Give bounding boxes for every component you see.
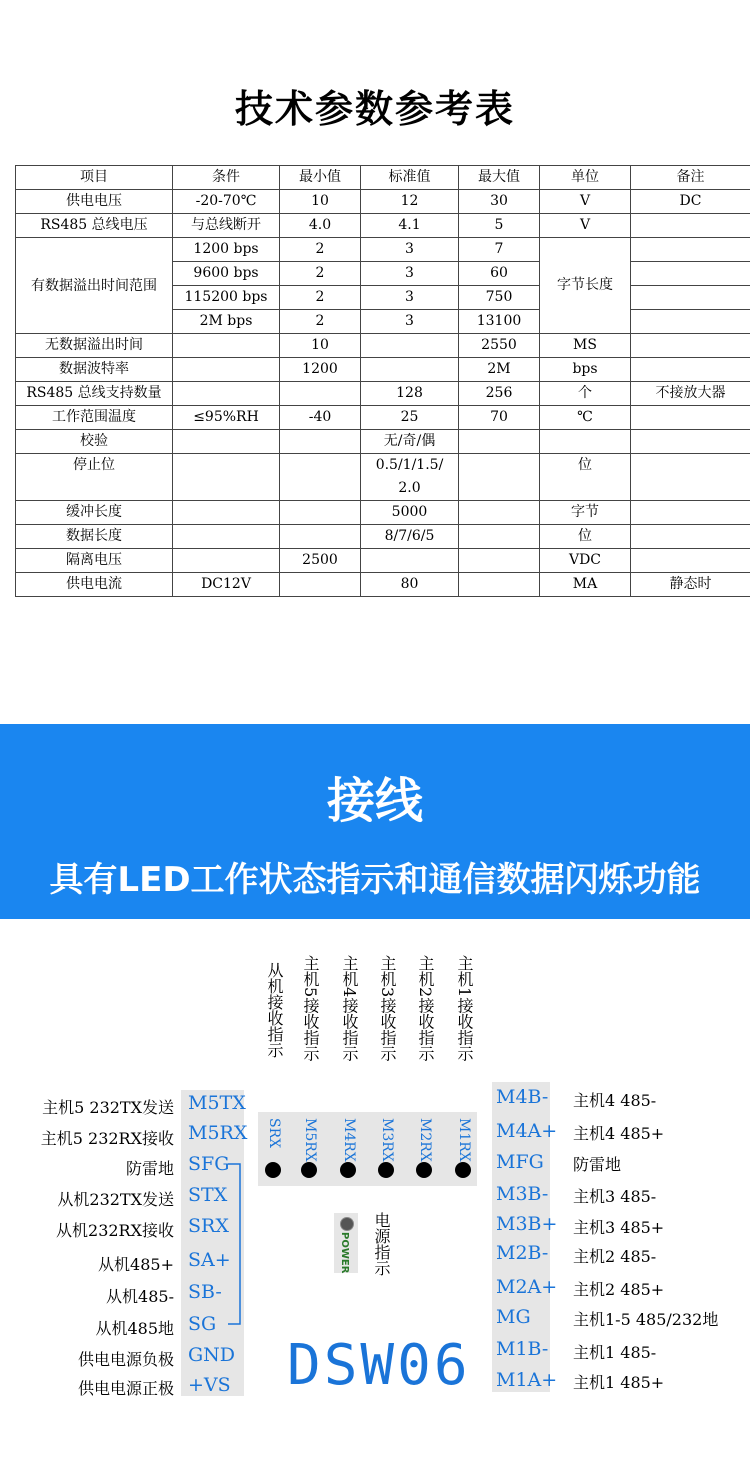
table-cell: [280, 573, 361, 597]
pin-sg: SG: [188, 1313, 217, 1335]
table-cell: [540, 430, 631, 454]
power-label: 电源指示: [372, 1212, 391, 1276]
header-cell: 条件: [173, 166, 280, 190]
table-row: [16, 454, 750, 501]
table-cell: 2M bps: [173, 310, 280, 334]
banner-subheading: 具有LED工作状态指示和通信数据闪烁功能: [49, 860, 701, 900]
table-cell: 2: [280, 262, 361, 286]
table-cell: 校验: [16, 430, 173, 454]
table-cell: [631, 406, 750, 430]
pin-m3b-plus: M3B+: [496, 1213, 558, 1235]
table-cell: [173, 501, 280, 525]
led-dot: [301, 1162, 317, 1178]
left-pin-desc: 从机485地: [95, 1319, 174, 1338]
ground-bracket: [226, 1155, 246, 1330]
pin-gnd: GND: [188, 1344, 236, 1366]
table-cell: 与总线断开: [173, 214, 280, 238]
right-pin-desc: 防雷地: [573, 1155, 622, 1174]
table-cell: [631, 310, 750, 334]
table-cell: [361, 334, 459, 358]
table-row: [16, 525, 750, 549]
pin-vs-plus: +VS: [188, 1374, 231, 1396]
table-cell: 隔离电压: [16, 549, 173, 573]
table-cell: 停止位: [16, 454, 173, 501]
right-pin-desc: 主机1-5 485/232地: [573, 1310, 719, 1329]
table-cell: 750: [459, 286, 540, 310]
table-row: [16, 190, 750, 214]
table-cell: DC: [631, 190, 750, 214]
table-cell: [280, 525, 361, 549]
table-cell: 数据波特率: [16, 358, 173, 382]
table-cell: 8/7/6/5: [361, 525, 459, 549]
right-pin-desc: 主机2 485-: [573, 1247, 657, 1266]
header-cell: 最小值: [280, 166, 361, 190]
table-cell: [631, 238, 750, 262]
banner-heading: 接线: [326, 773, 423, 829]
table-cell: [173, 430, 280, 454]
table-cell: 无/奇/偶: [361, 430, 459, 454]
pin-m1b-minus: M1B-: [496, 1338, 549, 1360]
table-cell: 4.0: [280, 214, 361, 238]
right-pin-desc: 主机1 485+: [573, 1373, 665, 1392]
table-cell: -40: [280, 406, 361, 430]
table-cell: [631, 334, 750, 358]
table-cell: [459, 525, 540, 549]
table-row: [16, 382, 750, 406]
table-cell: V: [540, 214, 631, 238]
table-cell: [173, 454, 280, 501]
table-cell: -20-70℃: [173, 190, 280, 214]
table-cell: 5: [459, 214, 540, 238]
table-cell: [173, 382, 280, 406]
pin-sfg: SFG: [188, 1153, 230, 1175]
table-row: [16, 430, 750, 454]
pin-m1a-plus: M1A+: [496, 1369, 558, 1391]
pin-m4a-plus: M4A+: [496, 1120, 558, 1142]
table-cell: [361, 549, 459, 573]
table-cell: 10: [280, 334, 361, 358]
led-pin-m5rx: M5RX: [302, 1118, 318, 1162]
table-cell: MA: [540, 573, 631, 597]
table-cell: 数据长度: [16, 525, 173, 549]
led-pin-m4rx: M4RX: [341, 1118, 357, 1162]
header-cell: 备注: [631, 166, 750, 190]
table-cell: [459, 454, 540, 501]
left-pin-desc: 防雷地: [125, 1159, 174, 1178]
table-cell: 2: [280, 238, 361, 262]
pin-stx: STX: [188, 1184, 228, 1206]
table-cell: 缓冲长度: [16, 501, 173, 525]
indicator-label: 主机3接收指示: [378, 955, 397, 1062]
table-cell: 5000: [361, 501, 459, 525]
table-cell: [173, 549, 280, 573]
table-cell: 2M: [459, 358, 540, 382]
table-header-row: [16, 166, 750, 190]
table-cell: 3: [361, 286, 459, 310]
right-pin-desc: 主机4 485+: [573, 1124, 665, 1143]
led-dot: [455, 1162, 471, 1178]
table-cell: 7: [459, 238, 540, 262]
table-cell: 静态时: [631, 573, 750, 597]
table-cell: [459, 501, 540, 525]
indicator-label: 主机1接收指示: [455, 955, 474, 1062]
table-cell: [631, 262, 750, 286]
led-pin-m2rx: M2RX: [417, 1118, 433, 1162]
table-cell: 位: [540, 454, 631, 501]
table-cell: [280, 454, 361, 501]
table-cell: [361, 454, 459, 501]
table-cell: 3: [361, 238, 459, 262]
indicator-label: 主机2接收指示: [416, 955, 435, 1062]
table-cell: 30: [459, 190, 540, 214]
table-cell: 9600 bps: [173, 262, 280, 286]
table-cell: 无数据溢出时间: [16, 334, 173, 358]
table-cell: [631, 549, 750, 573]
led-pin-srx: SRX: [266, 1118, 282, 1149]
table-cell: 2: [280, 286, 361, 310]
table-row: [16, 214, 750, 238]
table-cell: [173, 358, 280, 382]
power-pin: POWER: [339, 1232, 350, 1274]
led-dot: [340, 1162, 356, 1178]
header-cell: 单位: [540, 166, 631, 190]
right-pin-desc: 主机1 485-: [573, 1343, 657, 1362]
led-block: [258, 1112, 477, 1186]
table-cell: [280, 501, 361, 525]
left-pin-desc: 供电电源负极: [77, 1350, 174, 1369]
right-pin-desc: 主机4 485-: [573, 1091, 657, 1110]
table-cell: [173, 334, 280, 358]
table-row: [16, 334, 750, 358]
table-row: [16, 573, 750, 597]
table-cell: 115200 bps: [173, 286, 280, 310]
indicator-label: 主机4接收指示: [340, 955, 359, 1062]
table-cell: 个: [540, 382, 631, 406]
table-cell: 60: [459, 262, 540, 286]
left-pin-desc: 供电电源正极: [77, 1379, 174, 1398]
power-led-icon: [340, 1217, 354, 1231]
table-row: [16, 238, 750, 262]
table-cell: 供电电流: [16, 573, 173, 597]
led-dot: [378, 1162, 394, 1178]
table-cell: [280, 382, 361, 406]
table-cell: 3: [361, 310, 459, 334]
table-cell: 字节: [540, 501, 631, 525]
table-cell: 2500: [280, 549, 361, 573]
stop-bits-line1: 0.5/1/1.5/: [375, 457, 444, 473]
left-pin-desc: 从机485-: [106, 1287, 174, 1306]
table-row: [16, 501, 750, 525]
table-cell: [459, 573, 540, 597]
table-cell: 供电电压: [16, 190, 173, 214]
table-cell: [361, 358, 459, 382]
table-cell: [631, 358, 750, 382]
stop-bits-line2: 2.0: [398, 480, 421, 496]
pin-sa-plus: SA+: [188, 1249, 231, 1271]
table-cell: 2550: [459, 334, 540, 358]
header-cell: 标准值: [361, 166, 459, 190]
pin-m2b-minus: M2B-: [496, 1242, 549, 1264]
pin-mg: MG: [496, 1306, 531, 1328]
table-cell: [631, 286, 750, 310]
left-pin-desc: 主机5 232RX接收: [40, 1129, 174, 1148]
table-cell: 128: [361, 382, 459, 406]
table-cell: 有数据溢出时间范围: [16, 238, 173, 334]
left-pin-desc: 主机5 232TX发送: [42, 1098, 174, 1117]
table-cell: 2: [280, 310, 361, 334]
table-cell: [631, 454, 750, 501]
right-pin-desc: 主机2 485+: [573, 1280, 665, 1299]
table-row: [16, 358, 750, 382]
indicator-label: 主机5接收指示: [301, 955, 320, 1062]
model-name: DSW06: [287, 1333, 471, 1398]
left-pin-desc: 从机232TX发送: [57, 1190, 174, 1209]
pin-m2a-plus: M2A+: [496, 1276, 558, 1298]
led-dot: [416, 1162, 432, 1178]
indicator-label: 从机接收指示: [265, 962, 284, 1058]
table-cell: 工作范围温度: [16, 406, 173, 430]
table-cell: ℃: [540, 406, 631, 430]
table-cell: VDC: [540, 549, 631, 573]
pin-m5rx: M5RX: [188, 1122, 248, 1144]
table-cell: RS485 总线电压: [16, 214, 173, 238]
wiring-banner: [0, 724, 750, 919]
pin-m5tx: M5TX: [188, 1092, 246, 1114]
right-pin-desc: 主机3 485+: [573, 1218, 665, 1237]
table-cell: [173, 525, 280, 549]
table-cell: 256: [459, 382, 540, 406]
table-cell: [631, 214, 750, 238]
led-pin-m1rx: M1RX: [456, 1118, 472, 1162]
table-cell: 1200 bps: [173, 238, 280, 262]
left-pin-desc: 从机232RX接收: [56, 1221, 174, 1240]
table-cell: [459, 549, 540, 573]
table-cell: 13100: [459, 310, 540, 334]
table-cell: 4.1: [361, 214, 459, 238]
table-row: [16, 406, 750, 430]
left-pin-desc: 从机485+: [98, 1255, 174, 1274]
pin-mfg: MFG: [496, 1151, 544, 1173]
led-dot: [265, 1162, 281, 1178]
table-cell: ≤95%RH: [173, 406, 280, 430]
table-cell: V: [540, 190, 631, 214]
table-cell: 80: [361, 573, 459, 597]
led-pin-m3rx: M3RX: [379, 1118, 395, 1162]
table-cell: [280, 430, 361, 454]
table-cell: 不接放大器: [631, 382, 750, 406]
header-cell: 最大值: [459, 166, 540, 190]
page-title: 技术参数参考表: [234, 87, 515, 131]
pin-srx: SRX: [188, 1215, 229, 1237]
table-cell: DC12V: [173, 573, 280, 597]
right-pin-desc: 主机3 485-: [573, 1187, 657, 1206]
table-cell: [631, 501, 750, 525]
table-cell: 1200: [280, 358, 361, 382]
pin-sb-minus: SB-: [188, 1281, 222, 1303]
header-cell: 项目: [16, 166, 173, 190]
table-cell: RS485 总线支持数量: [16, 382, 173, 406]
table-cell: 3: [361, 262, 459, 286]
table-cell: [631, 430, 750, 454]
table-row: [16, 549, 750, 573]
table-cell: [631, 525, 750, 549]
table-cell: 位: [540, 525, 631, 549]
table-cell: bps: [540, 358, 631, 382]
pin-m4b-minus: M4B-: [496, 1086, 549, 1108]
table-cell: 字节长度: [540, 238, 631, 334]
table-cell: 10: [280, 190, 361, 214]
pin-m3b-minus: M3B-: [496, 1183, 549, 1205]
table-cell: 12: [361, 190, 459, 214]
spec-table: [15, 165, 750, 597]
table-cell: 70: [459, 406, 540, 430]
table-cell: 25: [361, 406, 459, 430]
table-cell: MS: [540, 334, 631, 358]
table-cell: [459, 430, 540, 454]
